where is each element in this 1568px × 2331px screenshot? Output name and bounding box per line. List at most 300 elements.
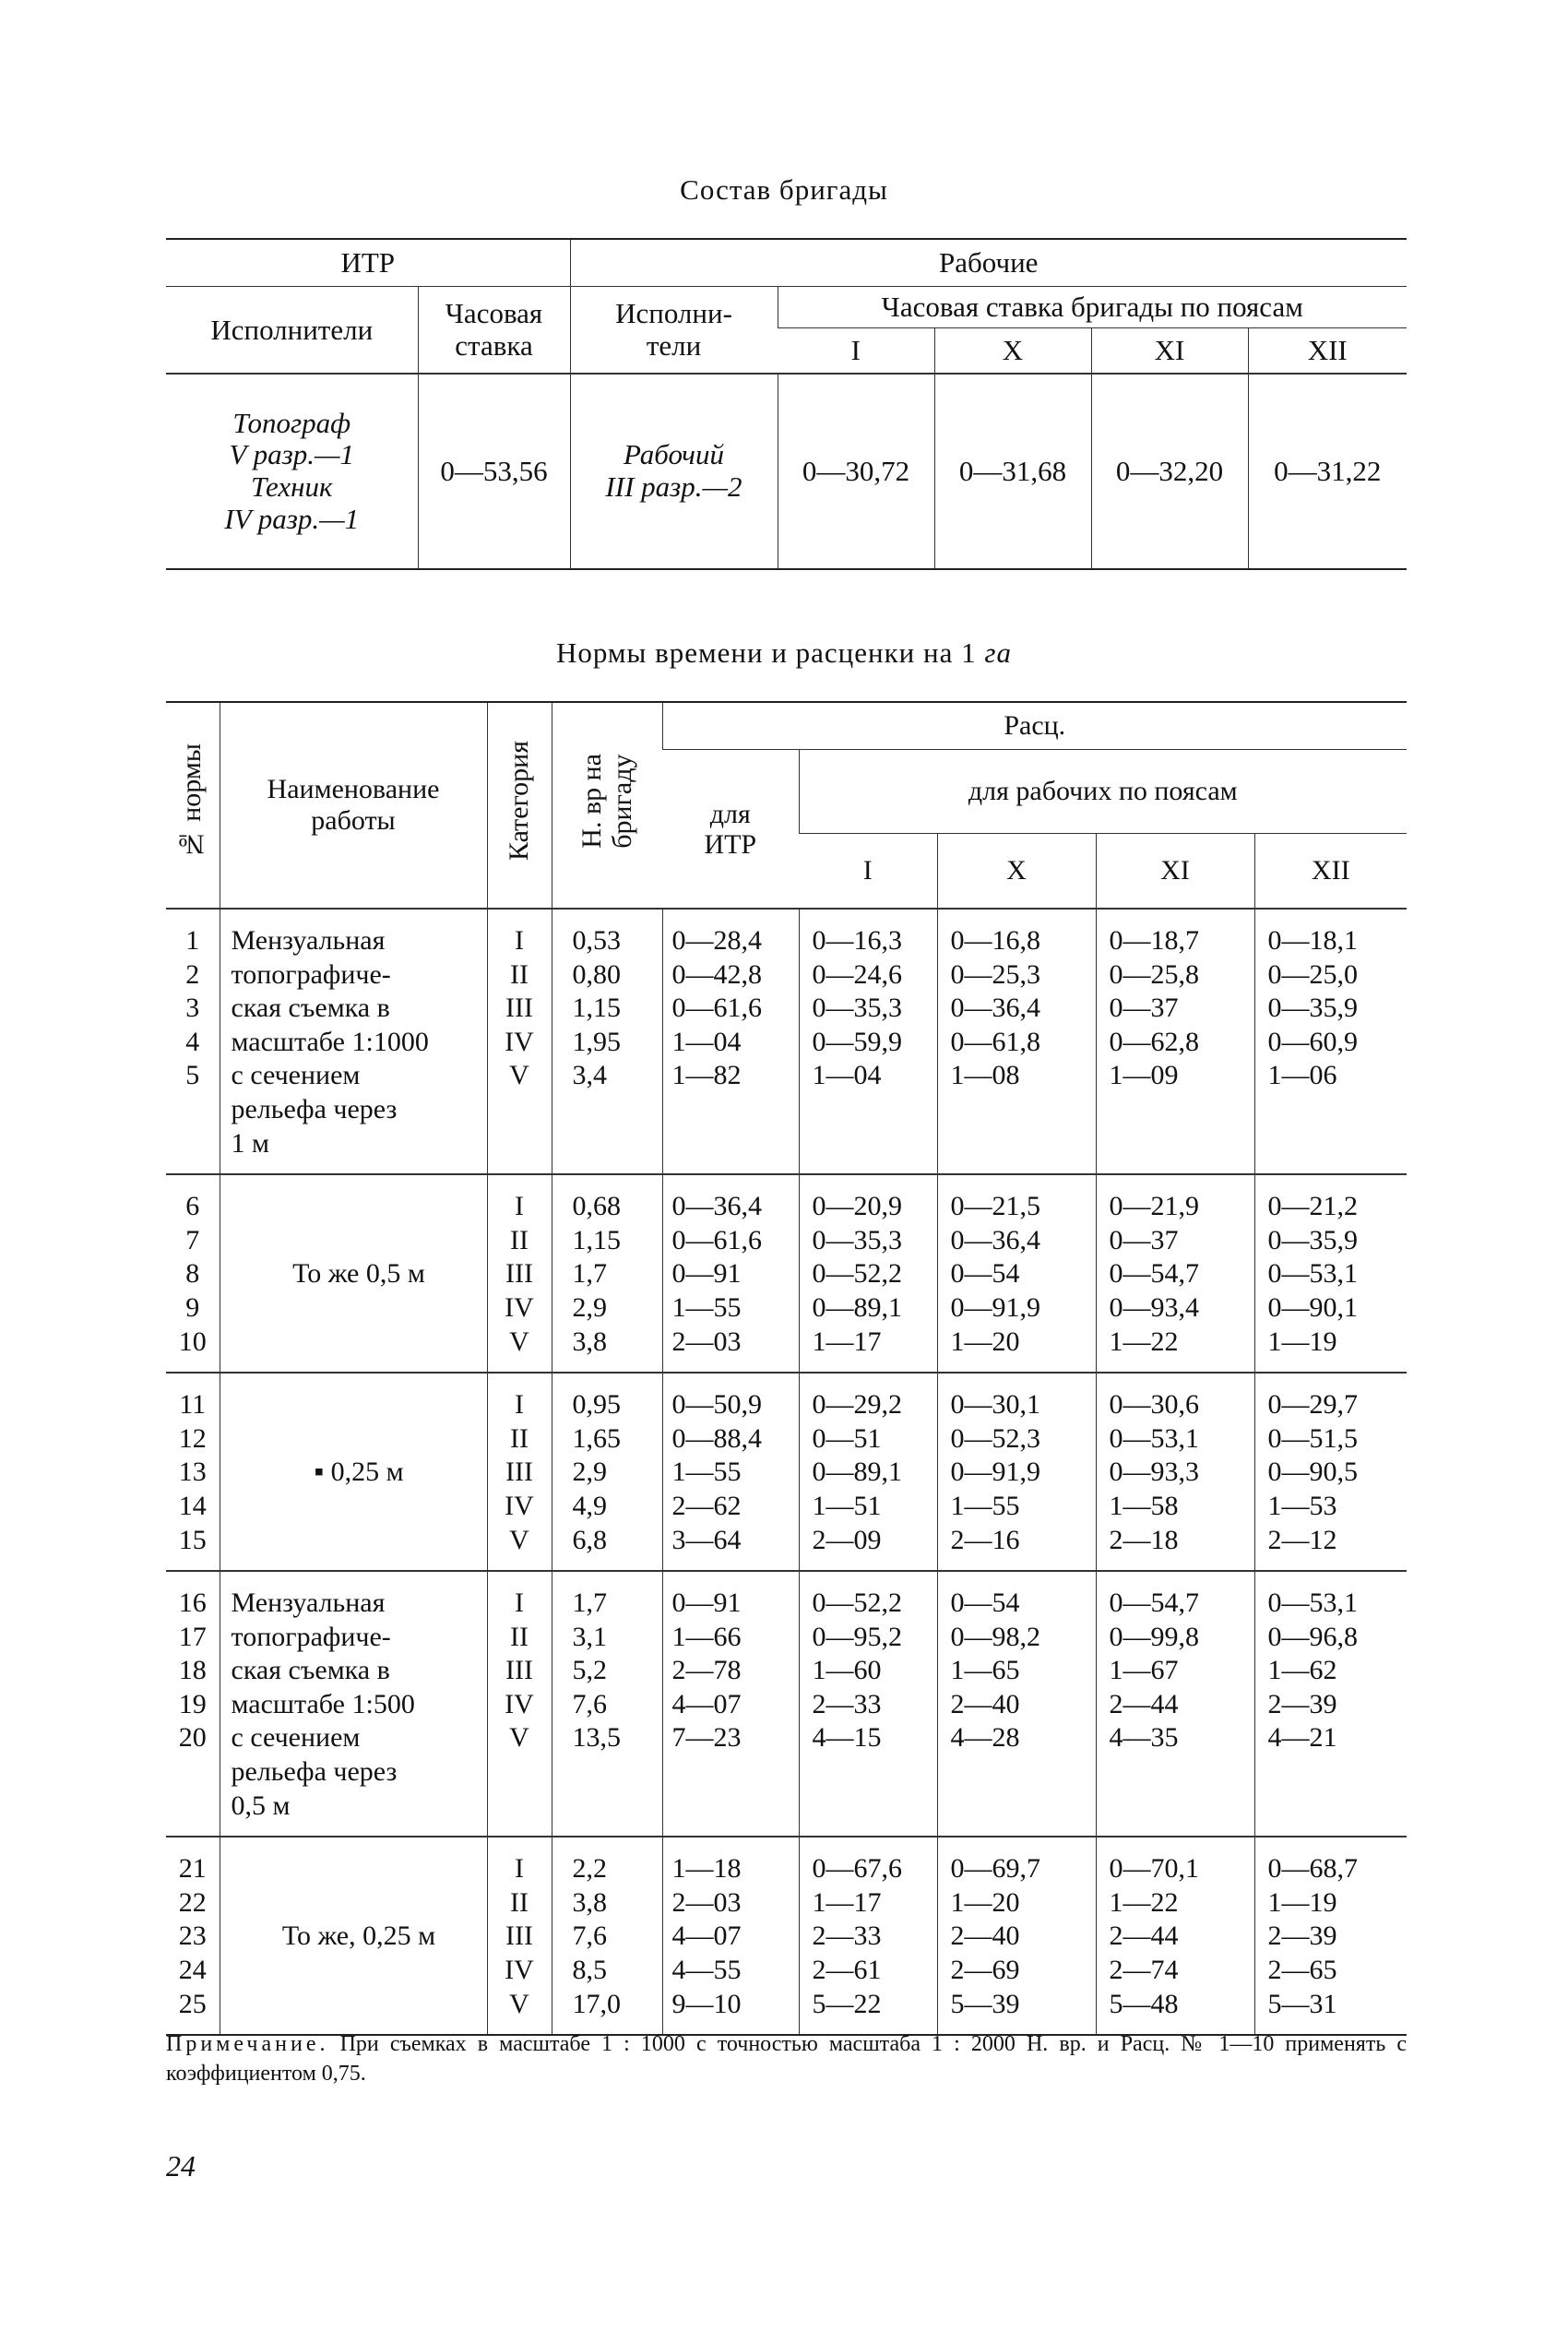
zone-xii-rates-line: 2—65 [1267,1955,1337,1986]
zone-xii-rates-line: 0—90,1 [1267,1291,1358,1323]
work-name-line: ▪ 0,25 м [314,1457,404,1488]
zone-x-rates-line: 2—40 [950,1921,1020,1952]
work-name-line: с сечением [231,1722,361,1754]
zone-xi-rates [1096,1571,1254,1837]
itr-rates-line: 1—55 [671,1457,742,1488]
zone-i-rates-line: 2—09 [812,1524,882,1555]
categories-line: I [515,1853,524,1885]
zone-xi-rates-line: 4—35 [1109,1722,1179,1754]
time-norms-line: 0,95 [572,1389,621,1421]
time-norms-line: 2,9 [572,1291,607,1323]
zone-xi-rates-line: 0—70,1 [1109,1853,1199,1885]
time-norms-line: 1,15 [572,1224,621,1255]
zone-header-xii: XII [1248,328,1407,375]
categories-line: V [509,1060,529,1091]
crew-section-title: Состав бригады [680,173,888,206]
work-name-line: То же, 0,25 м [281,1921,436,1952]
zone-xi-rates-line: 2—44 [1109,1921,1179,1952]
zone-x-rates-line: 0—52,3 [950,1422,1040,1454]
col-norm-no: № нормы [166,702,220,909]
zone-xi-rates-line: 0—18,7 [1109,925,1199,956]
norm-numbers-line: 22 [178,1886,207,1918]
norm-numbers-line: 9 [185,1291,200,1323]
time-norms-line: 4,9 [572,1490,607,1521]
time-norms [552,909,662,1174]
itr-rates [662,1571,799,1837]
norm-numbers-line: 14 [178,1490,207,1521]
zone-x-rates-line: 2—16 [950,1524,1020,1555]
workers-header: Рабочие [570,239,1407,287]
itr-rates-line: 2—03 [671,1886,742,1918]
zone-xii-rates-line: 4—21 [1267,1722,1337,1754]
zone-xi-rates-line: 0—99,8 [1109,1621,1199,1652]
norm-numbers [166,909,220,1174]
zone-x-rates-line: 0—54 [950,1258,1020,1290]
footnote: Примечание. При съемках в масштабе 1 : 1000 с точностью масштаба 1 : 2000 Н. вр. и Расц. № 1—10 применять с коэффициентом 0,75. [166,2032,1408,2087]
time-norms [552,1373,662,1571]
zone-xii-rates-line: 0—25,0 [1267,958,1358,990]
zone-xi-rates-line: 1—67 [1109,1655,1179,1686]
time-norms-line: 7,6 [572,1921,607,1952]
time-norms [552,1837,662,2035]
norm-numbers-line: 3 [185,993,200,1024]
zone-x-rates-line: 0—36,4 [950,1224,1040,1255]
zone-i-rates-line: 0—35,3 [812,993,902,1024]
itr-rates-line: 9—10 [671,1988,742,2019]
norm-numbers-line: 12 [178,1422,207,1454]
categories-line: III [505,1258,533,1290]
time-norms-line: 3,8 [572,1886,607,1918]
worker-performers-cell: Рабочий III разр.—2 [570,374,778,569]
zone-x-rates-line: 0—91,9 [950,1457,1040,1488]
categories-line: III [505,1655,533,1686]
work-name [220,1571,487,1837]
categories-line: I [515,1191,524,1222]
norm-numbers-line: 2 [185,958,200,990]
col-time-norm: Н. вр на бригаду [552,702,662,909]
zone-i-rates-line: 0—52,2 [812,1258,902,1290]
categories-line: IV [505,1688,534,1719]
time-norms-line: 3,8 [572,1326,607,1357]
zone-x-rates-line: 0—61,8 [950,1026,1040,1057]
categories [487,909,552,1174]
zone-xi-rates-line: 2—74 [1109,1955,1179,1986]
zone-x-rates [937,1174,1096,1373]
norm-numbers-line: 6 [185,1191,200,1222]
zone-x-rates-line: 0—21,5 [950,1191,1040,1222]
itr-rates-line: 0—36,4 [671,1191,762,1222]
categories [487,1837,552,2035]
zone-x-rates-line: 1—20 [950,1886,1020,1918]
col-worker-performers: Исполни- тели [570,287,778,375]
zone-xi-rates-line: 1—22 [1109,1886,1179,1918]
categories-line: I [515,925,524,956]
work-name [220,909,487,1174]
itr-header: ИТР [166,239,570,287]
zone-xii-rates-line: 0—29,7 [1267,1389,1358,1421]
itr-rates-line: 1—82 [671,1060,742,1091]
itr-rates-line: 1—18 [671,1853,742,1885]
zone-xi-rates [1096,1174,1254,1373]
categories-line: II [510,1886,529,1918]
norm-numbers-line: 18 [178,1655,207,1686]
itr-rates-line: 1—55 [671,1291,742,1323]
zone-xii-rates-line: 0—21,2 [1267,1191,1358,1222]
itr-rates-line: 0—61,6 [671,1224,762,1255]
work-name-line: масштабе 1:500 [231,1688,415,1719]
categories [487,1174,552,1373]
categories-line: I [515,1588,524,1619]
zone-xii-rates-line: 0—60,9 [1267,1026,1358,1057]
zone-i-rates-line: 0—89,1 [812,1291,902,1323]
norm-numbers [166,1571,220,1837]
itr-rates-line: 4—07 [671,1921,742,1952]
categories-line: V [509,1326,529,1357]
zone-i-rates [799,1837,937,2035]
zone-i-rates-line: 1—17 [812,1886,882,1918]
zone-i-rates-line: 0—20,9 [812,1191,902,1222]
itr-rates-line: 0—88,4 [671,1422,762,1454]
norms-zone-x: X [937,834,1096,910]
work-name [220,1837,487,2035]
zone-xii-rates-line: 0—53,1 [1267,1258,1358,1290]
categories-line: IV [505,1490,534,1521]
zone-xi-rates [1096,909,1254,1174]
time-norms-line: 0,53 [572,925,621,956]
itr-rate-cell: 0—53,56 [418,374,570,569]
time-norms-line: 1,7 [572,1258,607,1290]
work-name-line: Мензуальная [231,925,386,956]
time-norms-line: 1,7 [572,1588,607,1619]
time-norms-line: 7,6 [572,1688,607,1719]
zone-xi-rates [1096,1837,1254,2035]
zone-xi-rates-line: 0—54,7 [1109,1258,1199,1290]
norms-zone-i: I [799,834,937,910]
time-norms-line: 1,15 [572,993,621,1024]
work-name-line: То же 0,5 м [292,1258,425,1290]
zone-header-i: I [778,328,934,375]
itr-rates-line: 2—78 [671,1655,742,1686]
zone-xi-rates-line: 0—37 [1109,993,1179,1024]
col-performers: Исполнители [166,287,418,375]
col-work-name: Наименование работы [220,702,487,909]
norm-numbers [166,1837,220,2035]
norm-numbers-line: 10 [178,1326,207,1357]
zone-xii-rates [1254,1837,1407,2035]
time-norms-line: 6,8 [572,1524,607,1555]
zone-xi-rates-line: 0—21,9 [1109,1191,1199,1222]
zone-xii-rates-line: 0—35,9 [1267,1224,1358,1255]
work-name [220,1174,487,1373]
zone-x-rates-line: 1—08 [950,1060,1020,1091]
zone-i-rates-line: 5—22 [812,1988,882,2019]
categories-line: IV [505,1026,534,1057]
zone-xi-rates-line: 0—93,4 [1109,1291,1199,1323]
time-norms-line: 5,2 [572,1655,607,1686]
col-hourly-rate: Часовая ставка [418,287,570,375]
work-name-line: рельефа через [231,1093,398,1124]
norm-numbers-line: 21 [178,1853,207,1885]
zone-xi-rates-line: 1—58 [1109,1490,1179,1521]
zone-i-rates-line: 2—33 [812,1921,882,1952]
zone-i-rates-line: 0—95,2 [812,1621,902,1652]
zone-x-rates-line: 1—55 [950,1490,1020,1521]
itr-rates-line: 3—64 [671,1524,742,1555]
col-workers-by-zone: для рабочих по поясам [799,750,1407,834]
zone-i-rates-line: 0—35,3 [812,1224,902,1255]
norm-numbers-line: 13 [178,1457,207,1488]
work-name-line: рельефа через [231,1756,398,1788]
zone-xii-rates-line: 2—12 [1267,1524,1337,1555]
itr-rates-line: 4—07 [671,1688,742,1719]
zone-xii-rates-line: 1—62 [1267,1655,1337,1686]
categories-line: IV [505,1955,534,1986]
zone-i-rates-line: 1—04 [812,1060,882,1091]
itr-performers-cell: Топограф V разр.—1 Техник IV разр.—1 [224,406,360,535]
col-category: Категория [487,702,552,909]
categories-line: III [505,993,533,1024]
zone-i-rates-line: 2—61 [812,1955,882,1986]
page-number: 24 [166,2149,196,2182]
zone-i-rates [799,1174,937,1373]
norms-table [166,701,1407,2036]
zone-x-rates-line: 0—36,4 [950,993,1040,1024]
itr-rates-line: 4—55 [671,1955,742,1986]
col-rates: Расц. [662,702,1407,750]
zone-xii-rates-line: 0—51,5 [1267,1422,1358,1454]
zone-i-rates-line: 0—29,2 [812,1389,902,1421]
zone-x-rates-line: 0—91,9 [950,1291,1040,1323]
work-name-line: топографиче- [231,958,391,990]
itr-rates-line: 1—04 [671,1026,742,1057]
zone-x-rates-line: 4—28 [950,1722,1020,1754]
itr-rates-line: 0—28,4 [671,925,762,956]
time-norms-line: 1,65 [572,1422,621,1454]
zone-i-rates-line: 0—24,6 [812,958,902,990]
zone-x-rates [937,1571,1096,1837]
zone-xi-rates-line: 2—44 [1109,1688,1179,1719]
itr-rates-line: 7—23 [671,1722,742,1754]
zone-x-rates-line: 1—20 [950,1326,1020,1357]
zone-x-rates-line: 0—54 [950,1588,1020,1619]
itr-rates [662,1373,799,1571]
itr-rates [662,1174,799,1373]
time-norms-line: 1,95 [572,1026,621,1057]
zone-xi-rates-line: 0—54,7 [1109,1588,1199,1619]
zone-xii-rates-line: 0—53,1 [1267,1588,1358,1619]
zone-x-rates-line: 0—69,7 [950,1853,1040,1885]
zone-x-rates-line: 0—16,8 [950,925,1040,956]
categories-line: I [515,1389,524,1421]
itr-rates-line: 0—50,9 [671,1389,762,1421]
norm-numbers-line: 1 [185,925,200,956]
zone-xii-rates [1254,909,1407,1174]
zone-xii-rates-line: 0—18,1 [1267,925,1358,956]
norm-numbers-line: 23 [178,1921,207,1952]
work-name-line: 0,5 м [231,1790,291,1821]
categories-line: IV [505,1291,534,1323]
norm-numbers-line: 25 [178,1988,207,2019]
work-name-line: масштабе 1:1000 [231,1026,429,1057]
zone-x-rates [937,1837,1096,2035]
norm-numbers-line: 7 [185,1224,200,1255]
categories [487,1571,552,1837]
zone-xi-rates-line: 0—93,3 [1109,1457,1199,1488]
zone-i-rates [799,909,937,1174]
zone-x-rates-line: 2—69 [950,1955,1020,1986]
time-norms-line: 2,9 [572,1457,607,1488]
categories-line: II [510,1621,529,1652]
zone-i-rates-line: 0—51 [812,1422,882,1454]
zone-i-rates-line: 0—59,9 [812,1026,902,1057]
zone-xi-rates-line: 0—62,8 [1109,1026,1199,1057]
norms-group-row [166,1373,1407,1571]
categories-line: II [510,1224,529,1255]
time-norms-line: 0,68 [572,1191,621,1222]
zone-xi-rates-line: 0—30,6 [1109,1389,1199,1421]
zone-xi-rates-line: 5—48 [1109,1988,1179,2019]
time-norms [552,1174,662,1373]
time-norms-line: 3,4 [572,1060,607,1091]
zone-xii-rates-line: 5—31 [1267,1988,1337,2019]
time-norms-line: 13,5 [572,1722,621,1754]
col-crew-rate-by-zone: Часовая ставка бригады по поясам [778,287,1407,328]
zone-xii-rates [1254,1174,1407,1373]
zone-i-rates-line: 0—52,2 [812,1588,902,1619]
col-itr: для ИТР [662,750,799,910]
zone-xii-rates-line: 1—53 [1267,1490,1337,1521]
zone-xi-rates-line: 1—09 [1109,1060,1179,1091]
itr-rates [662,909,799,1174]
zone-xii-rates-line: 0—96,8 [1267,1621,1358,1652]
work-name-line: ская съемка в [231,1655,390,1686]
time-norms [552,1571,662,1837]
zone-rate-xi: 0—32,20 [1091,374,1248,569]
zone-xi-rates [1096,1373,1254,1571]
zone-i-rates-line: 2—33 [812,1688,882,1719]
categories-line: V [509,1988,529,2019]
zone-i-rates [799,1571,937,1837]
norms-group-row [166,1174,1407,1373]
work-name-line: 1 м [231,1127,269,1159]
zone-xii-rates-line: 2—39 [1267,1921,1337,1952]
zone-x-rates-line: 0—30,1 [950,1389,1040,1421]
zone-xii-rates-line: 0—68,7 [1267,1853,1358,1885]
itr-rates-line: 0—42,8 [671,958,762,990]
zone-x-rates-line: 1—65 [950,1655,1020,1686]
norms-section-title: Нормы времени и расценки на 1 га [556,636,1012,669]
zone-header-x: X [934,328,1091,375]
zone-xii-rates-line: 1—19 [1267,1886,1337,1918]
zone-x-rates [937,1373,1096,1571]
norm-numbers [166,1174,220,1373]
zone-xii-rates-line: 1—06 [1267,1060,1337,1091]
zone-xii-rates-line: 1—19 [1267,1326,1337,1357]
zone-i-rates-line: 4—15 [812,1722,882,1754]
work-name-line: Мензуальная [231,1588,386,1619]
time-norms-line: 3,1 [572,1621,607,1652]
norm-numbers-line: 19 [178,1688,207,1719]
norm-numbers-line: 8 [185,1258,200,1290]
norm-numbers-line: 4 [185,1026,200,1057]
itr-rates-line: 1—66 [671,1621,742,1652]
norms-group-row [166,909,1407,1174]
norms-group-row [166,1837,1407,2035]
categories-line: V [509,1524,529,1555]
zone-i-rates-line: 0—16,3 [812,925,902,956]
time-norms-line: 0,80 [572,958,621,990]
zone-i-rates-line: 1—51 [812,1490,882,1521]
categories-line: III [505,1921,533,1952]
norm-numbers-line: 17 [178,1621,207,1652]
zone-xi-rates-line: 0—37 [1109,1224,1179,1255]
zone-xi-rates-line: 2—18 [1109,1524,1179,1555]
norm-numbers-line: 15 [178,1524,207,1555]
categories-line: V [509,1722,529,1754]
itr-rates-line: 0—91 [671,1588,742,1619]
norm-numbers-line: 11 [179,1389,207,1421]
itr-rates [662,1837,799,2035]
zone-xii-rates-line: 0—35,9 [1267,993,1358,1024]
zone-xii-rates [1254,1373,1407,1571]
itr-rates-line: 0—61,6 [671,993,762,1024]
norms-zone-xi: XI [1096,834,1254,910]
work-name-line: с сечением [231,1060,361,1091]
zone-i-rates-line: 0—67,6 [812,1853,902,1885]
norm-numbers [166,1373,220,1571]
zone-xii-rates-line: 2—39 [1267,1688,1337,1719]
crew-table [166,238,1407,570]
zone-rate-i: 0—30,72 [778,374,934,569]
zone-x-rates-line: 0—98,2 [950,1621,1040,1652]
zone-rate-xii: 0—31,22 [1248,374,1407,569]
zone-xi-rates-line: 0—53,1 [1109,1422,1199,1454]
zone-xii-rates-line: 0—90,5 [1267,1457,1358,1488]
itr-rates-line: 2—62 [671,1490,742,1521]
zone-i-rates-line: 1—60 [812,1655,882,1686]
time-norms-line: 2,2 [572,1853,607,1885]
itr-rates-line: 0—91 [671,1258,742,1290]
zone-x-rates-line: 2—40 [950,1688,1020,1719]
zone-xi-rates-line: 1—22 [1109,1326,1179,1357]
categories-line: II [510,958,529,990]
categories-line: II [510,1422,529,1454]
zone-i-rates-line: 0—89,1 [812,1457,902,1488]
zone-i-rates [799,1373,937,1571]
zone-i-rates-line: 1—17 [812,1326,882,1357]
work-name-line: топографиче- [231,1621,391,1652]
categories-line: III [505,1457,533,1488]
time-norms-line: 8,5 [572,1955,607,1986]
time-norms-line: 17,0 [572,1988,621,2019]
work-name-line: ская съемка в [231,993,390,1024]
norms-group-row [166,1571,1407,1837]
zone-xi-rates-line: 0—25,8 [1109,958,1199,990]
zone-x-rates-line: 0—25,3 [950,958,1040,990]
zone-xii-rates [1254,1571,1407,1837]
zone-x-rates-line: 5—39 [950,1988,1020,2019]
categories [487,1373,552,1571]
norm-numbers-line: 24 [178,1955,207,1986]
norm-numbers-line: 20 [178,1722,207,1754]
zone-x-rates [937,909,1096,1174]
itr-rates-line: 2—03 [671,1326,742,1357]
norms-zone-xii: XII [1254,834,1407,910]
work-name [220,1373,487,1571]
zone-header-xi: XI [1091,328,1248,375]
norm-numbers-line: 5 [185,1060,200,1091]
norm-numbers-line: 16 [178,1588,207,1619]
